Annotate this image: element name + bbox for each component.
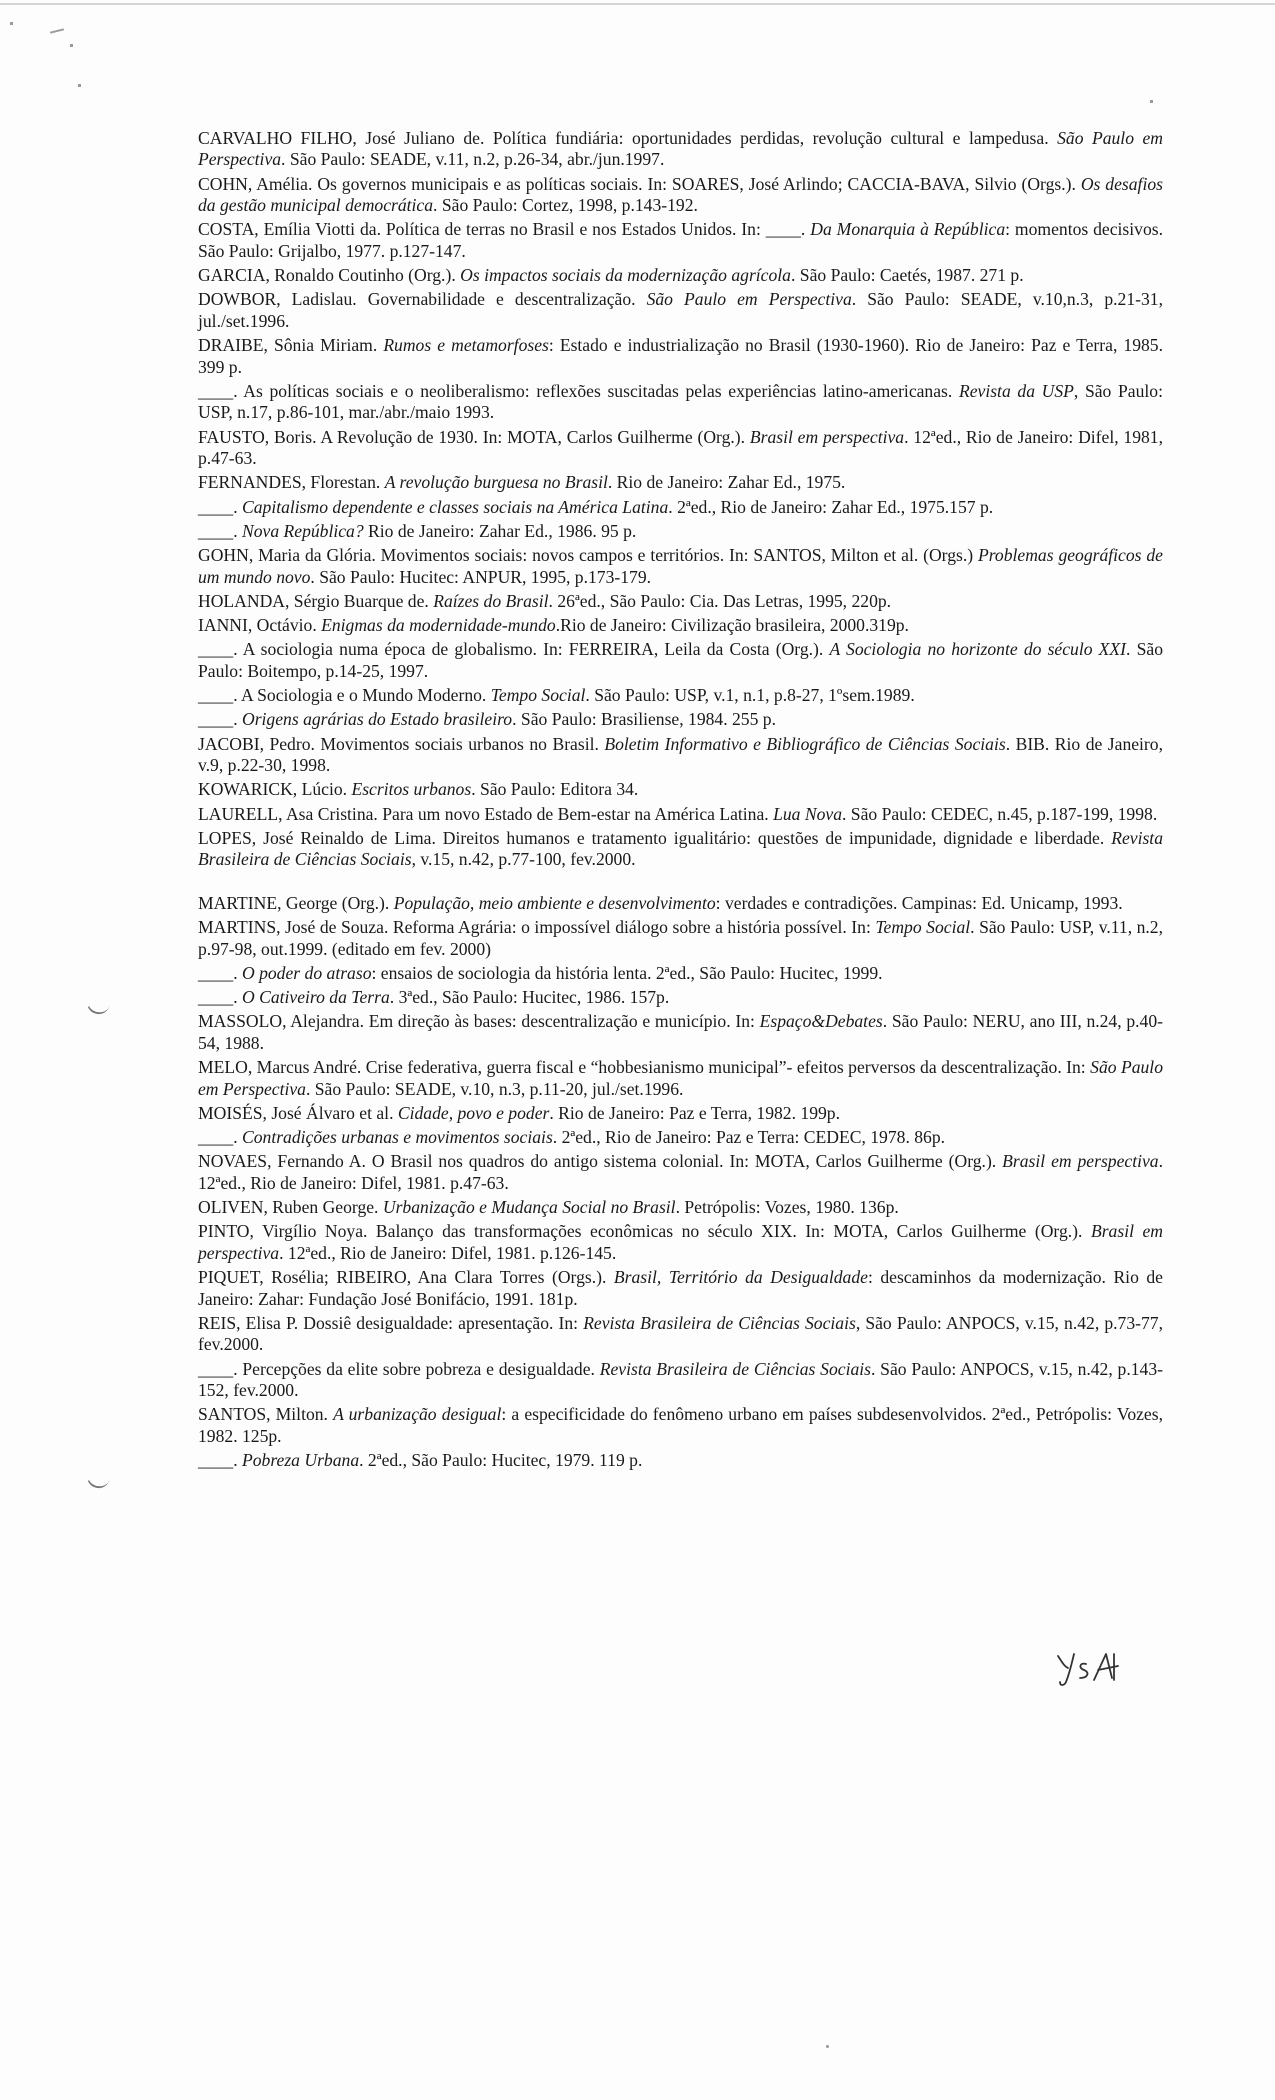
reference-title-italic: São Paulo em Perspectiva [198,128,1163,170]
reference-text: . 26ªed., São Paulo: Cia. Das Letras, 1995, 220p. [548,590,892,611]
reference-text: COHN, Amélia. Os governos municipais e as políticas sociais. In: SOARES, José Arlindo; CACCIA-BAVA, Silvio (Orgs.). [198,173,1081,194]
reference-title-italic: Contradições urbanas e movimentos sociais [241,1127,553,1148]
reference-text: IANNI, Octávio. [198,615,322,636]
reference-entry [198,685,1163,706]
reference-entry [198,1011,1163,1054]
reference-text: . São Paulo: Boitempo, p.14-25, 1997. [198,639,1163,681]
reference-entry [198,828,1163,871]
reference-entry [198,804,1163,825]
reference-text: . São Paulo: CEDEC, n.45, p.187-199, 1998. [842,803,1158,824]
reference-text: REIS, Elisa P. Dossiê desigualdade: apresentação. In: [198,1312,584,1333]
reference-entry [198,987,1163,1008]
reference-title-italic: Brasil em perspectiva [1002,1151,1159,1172]
reference-text: ____. As políticas sociais e o neoliberalismo: reflexões suscitadas pelas experiências latino-americanas. [198,380,959,401]
reference-text: ____. [198,1449,242,1470]
scan-speck [70,44,73,47]
reference-entry [198,591,1163,612]
reference-title-italic: Os impactos sociais da modernização agrícola [460,265,791,286]
reference-title-italic: Brasil em perspectiva [749,426,905,447]
reference-text: . 12ªed., Rio de Janeiro: Difel, 1981. p.47-63. [198,1151,1164,1193]
reference-text: . 2ªed., Rio de Janeiro: Zahar Ed., 1975.157 p. [668,496,994,517]
reference-text: LAURELL, Asa Cristina. Para um novo Estado de Bem-estar na América Latina. [198,803,774,824]
reference-title-italic: Enigmas da modernidade-mundo [321,615,556,636]
reference-title-italic: Rumos e metamorfoses [383,335,549,356]
reference-title-italic: Nova República? [241,520,364,541]
binding-mark [85,1471,111,1490]
reference-title-italic: Cidade, povo e poder [397,1102,550,1123]
reference-text: OLIVEN, Ruben George. [198,1197,383,1218]
scan-speck [826,2045,829,2048]
reference-entry [198,427,1163,470]
reference-text: ____. [198,987,242,1008]
reference-entry [198,1197,1163,1218]
reference-title-italic: Revista da USP [958,380,1074,401]
reference-text: : descaminhos da modernização. Rio de Janeiro: Zahar: Fundação José Bonifácio, 1991. 181p. [198,1267,1163,1309]
scan-edge-line [0,3,1275,5]
reference-text: MELO, Marcus André. Crise federativa, guerra fiscal e “hobbesianismo municipal”- efeitos perversos da descentralização. In: [198,1057,1091,1078]
reference-text: . São Paulo: USP, v.11, n.2, p.97-98, out.1999. (editado em fev. 2000) [198,917,1163,959]
reference-title-italic: Boletim Informativo e Bibliográfico de Ciências Sociais [604,733,1006,754]
reference-text: . BIB. Rio de Janeiro, v.9, p.22-30, 1998. [198,733,1163,776]
reference-text: . 2ªed., São Paulo: Hucitec, 1979. 119 p. [359,1449,643,1470]
reference-text: LOPES, José Reinaldo de Lima. Direitos humanos e tratamento igualitário: questões de impunidade, dignidade e liberdade. [198,828,1112,848]
reference-text: NOVAES, Fernando A. O Brasil nos quadros do antigo sistema colonial. In: MOTA, Carlos Guilherme (Org.). [198,1151,1003,1172]
reference-title-italic: Tempo Social [875,917,971,938]
reference-text: MARTINE, George (Org.). [198,892,394,913]
reference-title-italic: Lua Nova [773,803,842,824]
reference-text: . 2ªed., Rio de Janeiro: Paz e Terra: CEDEC, 1978. 86p. [552,1127,946,1148]
reference-entry [198,779,1163,800]
reference-text: DOWBOR, Ladislau. Governabilidade e descentralização. [198,289,647,310]
reference-entry [198,381,1163,424]
reference-text: . 12ªed., Rio de Janeiro: Difel, 1981, p.47-63. [198,426,1164,468]
reference-text: ____. [198,520,242,541]
reference-text: . São Paulo: NERU, ano III, n.24, p.40-54, 1988. [198,1011,1163,1053]
reference-entry [198,1057,1163,1100]
reference-text: GARCIA, Ronaldo Coutinho (Org.). [198,265,461,286]
reference-title-italic: A revolução burguesa no Brasil [384,472,608,493]
reference-entry [198,709,1163,730]
reference-text: FERNANDES, Florestan. [198,472,385,493]
reference-title-italic: O Cativeiro da Terra [241,987,390,1008]
reference-title-italic: População, meio ambiente e desenvolvimento [393,892,716,913]
reference-text: GOHN, Maria da Glória. Movimentos sociais: novos campos e territórios. In: SANTOS, Milton et al. (Orgs.) [198,545,978,566]
reference-entry [198,1221,1163,1264]
reference-title-italic: Revista Brasileira de Ciências Sociais [583,1312,856,1333]
reference-text: SANTOS, Milton. [198,1404,334,1425]
reference-title-italic: Raízes do Brasil [433,590,549,611]
reference-text: . São Paulo: SEADE, v.10, n.3, p.11-20, jul./set.1996. [305,1078,684,1099]
reference-text: ____. [198,496,242,517]
reference-text: Rio de Janeiro: Zahar Ed., 1986. 95 p. [363,520,637,541]
reference-entry [198,219,1163,262]
reference-text: . Petrópolis: Vozes, 1980. 136p. [675,1197,899,1218]
reference-text: ____. A Sociologia e o Mundo Moderno. [198,685,491,706]
reference-text: PINTO, Virgílio Noya. Balanço das transformações econômicas no século XIX. In: MOTA, Carlos Guilherme (Org.). [198,1221,1091,1242]
reference-entry [198,128,1163,171]
reference-entry [198,917,1163,960]
reference-title-italic: Problemas geográficos de um mundo novo [198,545,1163,587]
reference-text: . Rio de Janeiro: Paz e Terra, 1982. 199p. [549,1102,840,1123]
reference-text: ____. [198,1127,242,1148]
reference-text: : ensaios de sociologia da história lenta. 2ªed., São Paulo: Hucitec, 1999. [371,962,883,983]
reference-entry [198,1359,1163,1402]
reference-text: : verdades e contradições. Campinas: Ed. Unicamp, 1993. [715,892,1123,913]
reference-text: , v.15, n.42, p.77-100, fev.2000. [411,849,636,870]
reference-title-italic: Origens agrárias do Estado brasileiro [241,709,513,730]
reference-entry [198,639,1163,682]
reference-text: HOLANDA, Sérgio Buarque de. [198,590,434,611]
reference-text: KOWARICK, Lúcio. [198,779,352,800]
reference-title-italic: Tempo Social [490,685,586,706]
reference-text: FAUSTO, Boris. A Revolução de 1930. In: MOTA, Carlos Guilherme (Org.). [198,426,750,447]
reference-text: . São Paulo: Editora 34. [471,779,639,800]
reference-text: . São Paulo: Hucitec: ANPUR, 1995, p.173-179. [310,566,652,587]
handwritten-signature [1052,1648,1122,1690]
reference-title-italic: Da Monarquia à República [810,219,1006,240]
scan-speck [78,84,81,87]
reference-text: . São Paulo: Cortez, 1998, p.143-192. [433,195,698,216]
reference-title-italic: Espaço&Debates [759,1011,883,1032]
reference-entry [198,1450,1163,1471]
reference-entry [198,893,1163,914]
reference-text: PIQUET, Rosélia; RIBEIRO, Ana Clara Torres (Orgs.). [198,1267,614,1288]
reference-text: . São Paulo: ANPOCS, v.15, n.42, p.143-152, fev.2000. [198,1358,1163,1400]
reference-title-italic: Os desafios da gestão municipal democrática [198,173,1163,216]
reference-title-italic: O poder do atraso [241,962,372,983]
reference-title-italic: A urbanização desigual [333,1404,502,1425]
reference-text: MOISÉS, José Álvaro et al. [198,1102,398,1123]
reference-entry [198,265,1163,286]
reference-entry [198,963,1163,984]
reference-text: . Rio de Janeiro: Zahar Ed., 1975. [607,472,846,493]
binding-mark [85,997,111,1016]
reference-title-italic: Pobreza Urbana [241,1449,360,1470]
reference-entry [198,734,1163,777]
reference-list [198,128,1163,1474]
reference-title-italic: Brasil, Território da Desigualdade [613,1267,868,1288]
reference-text: : a especificidade do fenômeno urbano em países subdesenvolvidos. 2ªed., Petrópolis: Vozes, 1982. 125p. [198,1404,1163,1446]
reference-entry [198,1267,1163,1310]
reference-text: MASSOLO, Alejandra. Em direção às bases: descentralização e município. In: [198,1011,760,1032]
reference-entry [198,1127,1163,1148]
reference-entry [198,335,1163,378]
reference-text: DRAIBE, Sônia Miriam. [198,335,384,356]
reference-text: . São Paulo: Caetés, 1987. 271 p. [790,265,1024,286]
reference-title-italic: A Sociologia no horizonte do século XXI [829,639,1127,660]
reference-title-italic: Brasil em perspectiva [198,1221,1163,1263]
reference-text: , São Paulo: USP, n.17, p.86-101, mar./abr./maio 1993. [198,380,1163,423]
reference-entry [198,545,1163,588]
scan-speck [10,22,13,25]
reference-entry [198,1103,1163,1124]
reference-text: : momentos decisivos. São Paulo: Grijalbo, 1977. p.127-147. [198,219,1164,261]
reference-text: . São Paulo: USP, v.1, n.1, p.8-27, 1ºsem.1989. [585,685,915,706]
reference-text: . 3ªed., São Paulo: Hucitec, 1986. 157p. [389,987,670,1008]
reference-entry [198,1313,1163,1356]
reference-title-italic: Urbanização e Mudança Social no Brasil [382,1197,676,1218]
reference-text: . São Paulo: SEADE, v.10,n.3, p.21-31, jul./set.1996. [198,289,1163,331]
reference-entry [198,174,1163,217]
reference-text: COSTA, Emília Viotti da. Política de terras no Brasil e nos Estados Unidos. In: ____. [198,219,811,240]
scan-speck [50,28,64,33]
reference-title-italic: São Paulo em Perspectiva [646,289,852,310]
reference-text: .Rio de Janeiro: Civilização brasileira, 2000.319p. [555,615,909,636]
reference-title-italic: Revista Brasileira de Ciências Sociais [198,828,1163,870]
reference-text: ____. [198,962,242,983]
reference-entry [198,1151,1163,1194]
reference-title-italic: Revista Brasileira de Ciências Sociais [599,1358,871,1379]
reference-title-italic: São Paulo em Perspectiva [198,1057,1163,1099]
reference-text: CARVALHO FILHO, José Juliano de. Política fundiária: oportunidades perdidas, revolução cultural e lampedusa. [198,128,1058,148]
reference-text: JACOBI, Pedro. Movimentos sociais urbanos no Brasil. [198,733,605,754]
reference-text: , São Paulo: ANPOCS, v.15, n.42, p.73-77, fev.2000. [198,1312,1164,1355]
scan-speck [1150,100,1153,103]
reference-title-italic: Capitalismo dependente e classes sociais na América Latina [241,496,669,517]
reference-text: . 12ªed., Rio de Janeiro: Difel, 1981. p.126-145. [279,1242,617,1263]
reference-text: MARTINS, José de Souza. Reforma Agrária: o impossível diálogo sobre a história possível. In: [198,917,876,938]
reference-entry [198,615,1163,636]
reference-entry [198,472,1163,493]
reference-entry [198,1404,1163,1447]
reference-text: ____. Percepções da elite sobre pobreza e desigualdade. [198,1358,600,1379]
reference-entry [198,289,1163,332]
reference-title-italic: Escritos urbanos [351,779,472,800]
reference-text: ____. A sociologia numa época de globalismo. In: FERREIRA, Leila da Costa (Org.). [198,639,830,660]
reference-entry [198,497,1163,518]
reference-entry [198,521,1163,542]
reference-text: . São Paulo: SEADE, v.11, n.2, p.26-34, abr./jun.1997. [281,149,665,170]
reference-text: ____. [198,709,242,730]
reference-text: . São Paulo: Brasiliense, 1984. 255 p. [512,709,776,730]
reference-text: : Estado e industrialização no Brasil (1930-1960). Rio de Janeiro: Paz e Terra, 1985. 399 p. [198,335,1164,377]
